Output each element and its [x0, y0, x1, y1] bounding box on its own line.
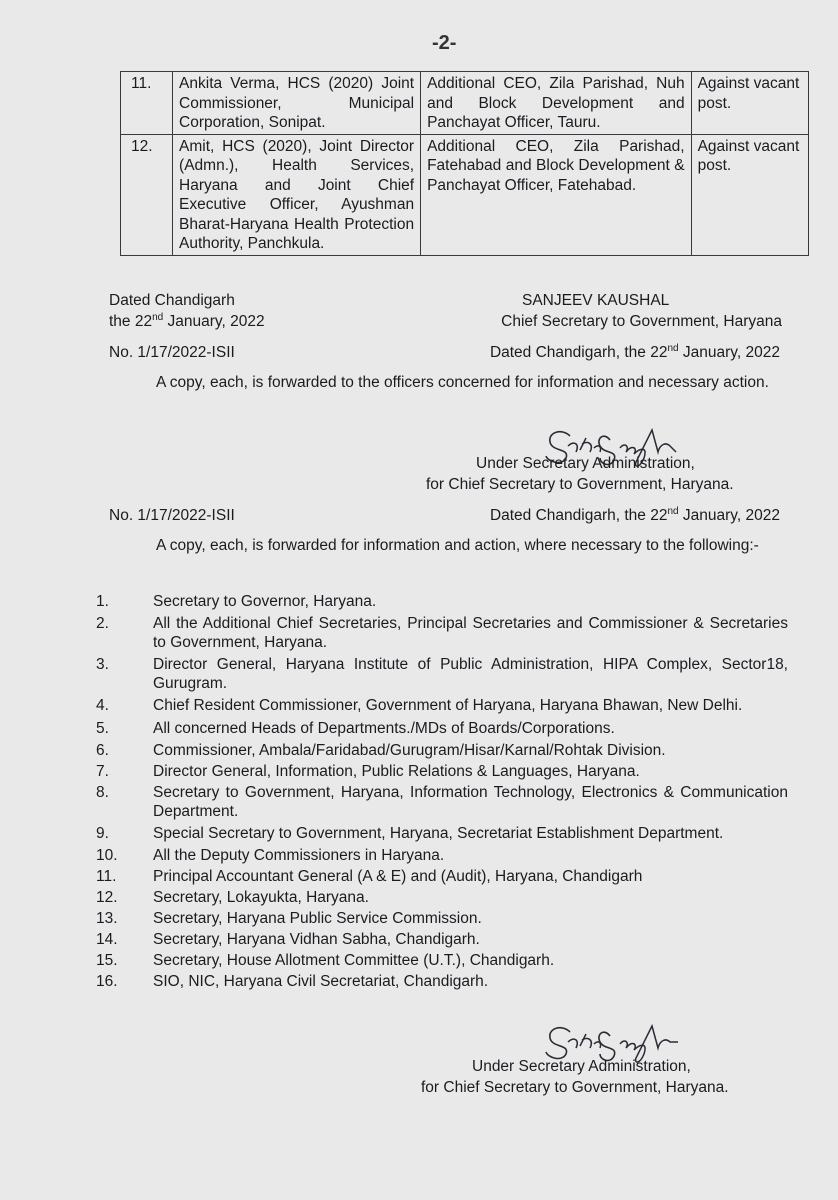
list-item: 16. SIO, NIC, Haryana Civil Secretariat, Chandigarh. [96, 973, 489, 990]
endorsement1-signature-line1: Under Secretary Administration, [476, 455, 695, 472]
officer-cell: Amit, HCS (2020), Joint Director (Admn.), Health Services, Haryana and Joint Chief Executive Officer, Ayushman Bharat-Haryana Health Protection Authority, Panchkula. [173, 134, 421, 255]
endorsement-date: Dated Chandigarh, the 22nd January, 2022 [489, 343, 780, 361]
order-dated-place: Dated Chandigarh [109, 292, 235, 309]
signatory-name: SANJEEV KAUSHAL [522, 292, 670, 309]
list-item: 13. Secretary, Haryana Public Service Commission. [96, 910, 482, 927]
list-item: 3. Director General, Haryana Institute of Public Administration, HIPA Complex, Sector18, Gurugram. [96, 656, 788, 692]
serial-number: 11. [121, 72, 173, 135]
list-item: 2. All the Additional Chief Secretaries, Principal Secretaries and Commissioner & Secretaries to Government, Haryana. [96, 615, 788, 651]
list-item: 14. Secretary, Haryana Vidhan Sabha, Chandigarh. [96, 931, 480, 948]
endorsement-date: Dated Chandigarh, the 22nd January, 2022 [489, 506, 780, 524]
table-row [121, 134, 809, 255]
list-item: 7. Director General, Information, Public Relations & Languages, Haryana. [96, 763, 640, 780]
endorsement-number: No. 1/17/2022-ISII [109, 344, 235, 361]
list-item: 5. All concerned Heads of Departments./MDs of Boards/Corporations. [96, 720, 615, 737]
endorsement1-signature-line2: for Chief Secretary to Government, Haryana. [426, 476, 734, 493]
page-number: -2- [432, 32, 457, 54]
remark-cell: Against vacant post. [691, 134, 808, 255]
endorsement-number: No. 1/17/2022-ISII [109, 507, 235, 524]
endorsement-text: A copy, each, is forwarded to the officers concerned for information and necessary action. [156, 374, 769, 391]
serial-number: 12. [121, 134, 173, 255]
endorsement2-signature-line2: for Chief Secretary to Government, Haryana. [421, 1079, 729, 1096]
officer-cell: Ankita Verma, HCS (2020) Joint Commissioner, Municipal Corporation, Sonipat. [173, 72, 421, 135]
order-dated-date: the 22nd January, 2022 [109, 312, 265, 330]
postings-table [120, 71, 809, 256]
list-item: 10. All the Deputy Commissioners in Haryana. [96, 847, 445, 864]
endorsement2-signature-line1: Under Secretary Administration, [472, 1058, 691, 1075]
list-item: 12. Secretary, Lokayukta, Haryana. [96, 889, 369, 906]
list-item: 4. Chief Resident Commissioner, Government of Haryana, Haryana Bhawan, New Delhi. [96, 697, 743, 714]
list-item: 8. Secretary to Government, Haryana, Information Technology, Electronics & Communication Department. [96, 784, 788, 820]
list-item: 1. Secretary to Governor, Haryana. [96, 593, 377, 610]
distribution-list [96, 592, 788, 993]
list-item: 11. Principal Accountant General (A & E) and (Audit), Haryana, Chandigarh [96, 868, 643, 885]
endorsement-text: A copy, each, is forwarded for information and action, where necessary to the following:- [156, 537, 759, 554]
signatory-title: Chief Secretary to Government, Haryana [501, 313, 782, 330]
table-row [121, 72, 809, 135]
list-item: 6. Commissioner, Ambala/Faridabad/Gurugram/Hisar/Karnal/Rohtak Division. [96, 742, 666, 759]
list-item: 9. Special Secretary to Government, Haryana, Secretariat Establishment Department. [96, 825, 724, 842]
posting-cell: Additional CEO, Zila Parishad, Nuh and Block Development and Panchayat Officer, Tauru. [421, 72, 692, 135]
list-item: 15. Secretary, House Allotment Committee (U.T.), Chandigarh. [96, 952, 555, 969]
posting-cell: Additional CEO, Zila Parishad, Fatehabad and Block Development & Panchayat Officer, Fatehabad. [421, 134, 692, 255]
remark-cell: Against vacant post. [691, 72, 808, 135]
